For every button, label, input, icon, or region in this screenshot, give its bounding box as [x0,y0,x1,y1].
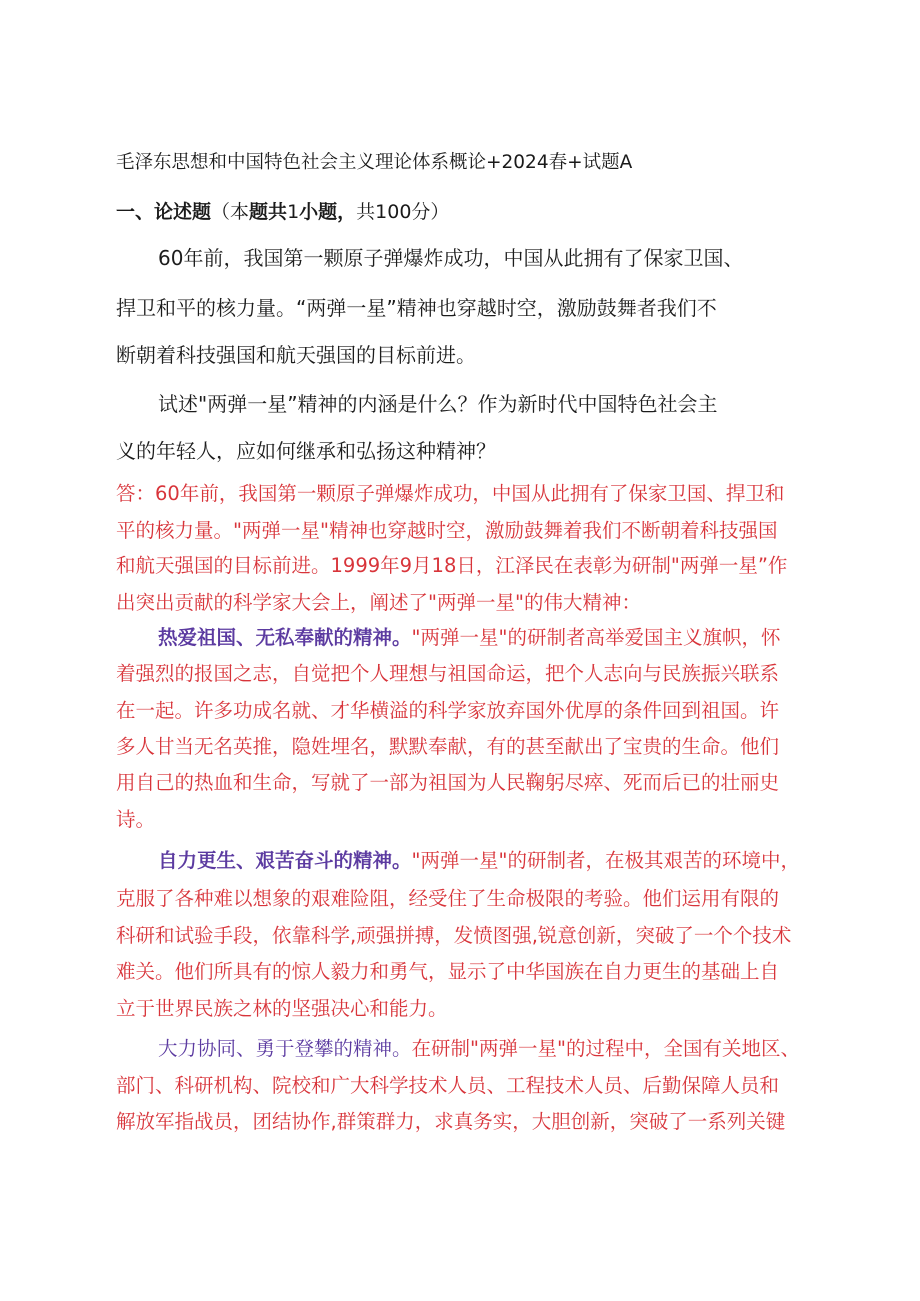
answer-line: 出突出贡献的科学家大会上，阐述了"两弹一星"的伟大精神： [116,591,641,614]
question-line: 捍卫和平的核力量。“两弹一星”精神也穿越时空，激励鼓舞者我们不 [116,296,717,320]
spirit-1-heading: 热爱祖国、无私奉献的精神。 [158,626,412,649]
question-line: 断朝着科技强国和航天强国的目标前进。 [116,343,476,367]
section-prefix: 一、 [116,201,155,223]
spirit-2-heading: 自力更生、艰苦奋斗的精神。 [158,849,412,872]
answer-line: 诗。 [116,808,156,831]
section-name: 论述题 [154,201,212,223]
answer-line: 部门、科研机构、院校和广大科学技术人员、工程技术人员、后勤保障人员和 [116,1074,780,1097]
spirit-1-lead: "两弹一星"的研制者高举爱国主义旗帜，怀 [411,626,781,649]
section-bold-b: 小题， [299,201,357,223]
answer-line: 在一起。许多功成名就、才华横溢的科学家放弃国外优厚的条件回到祖国。许 [116,699,780,722]
section-bold-a: 题共 [249,201,288,223]
question-line: 试述"两弹一星”精神的内涵是什么？作为新时代中国特色社会主 [158,392,718,416]
answer-line: 用自己的热血和生命，写就了一部为祖国为人民鞠躬尽瘁、死而后已的壮丽史 [116,771,780,794]
spirit-3-first-line [158,1035,800,1063]
spirit-3-heading: 大力协同、勇于登攀的精神。 [158,1037,412,1060]
document-title: 毛泽东思想和中国特色社会主义理论体系概论+2024春+试题A [116,152,633,173]
answer-line: 解放军指战员，团结协作,群策群力，求真务实，大胆创新，突破了一系列关键 [116,1110,786,1133]
answer-line: 平的核力量。"两弹一星"精神也穿越时空，激励鼓舞着我们不断朝着科技强国 [116,519,778,542]
spirit-1-first-line [158,624,780,652]
answer-line: 和航天强国的目标前进。1999年9月18日，江泽民在表彰为研制"两弹一星”作 [116,554,788,577]
section-paren: （本 [211,201,250,223]
answer-line: 科研和试验手段，依靠科学,顽强拼搏，发愤图强,锐意创新，突破了一个个技术 [116,924,792,947]
answer-line: 克服了各种难以想象的艰难险阻，经受住了生命极限的考验。他们运用有限的 [116,887,780,910]
section-rest: 共100分） [356,201,450,223]
answer-line: 答：60年前，我国第一颗原子弹爆炸成功，中国从此拥有了保家卫国、捍卫和 [116,482,785,505]
question-line: 60年前，我国第一颗原子弹爆炸成功，中国从此拥有了保家卫国、 [158,246,744,270]
spirit-3-lead: 在研制"两弹一星"的过程中，全国有关地区、 [411,1037,800,1060]
answer-line: 多人甘当无名英推，隐姓埋名，默默奉献，有的甚至献出了宝贵的生命。他们 [116,735,780,758]
answer-line: 难关。他们所具有的惊人毅力和勇气，显示了中华国族在自力更生的基础上自 [116,960,780,983]
section-num: 1 [287,201,300,223]
spirit-2-lead: "两弹一星"的研制者，在极其艰苦的环境中， [411,849,800,872]
question-line: 义的年轻人，应如何继承和弘扬这种精神？ [116,439,496,463]
section-heading [116,198,449,226]
spirit-2-first-line [158,847,800,875]
answer-line: 立于世界民族之林的坚强决心和能力。 [116,997,448,1020]
answer-line: 着强烈的报国之志，自觉把个人理想与祖国命运，把个人志向与民族振兴联系 [116,662,780,685]
